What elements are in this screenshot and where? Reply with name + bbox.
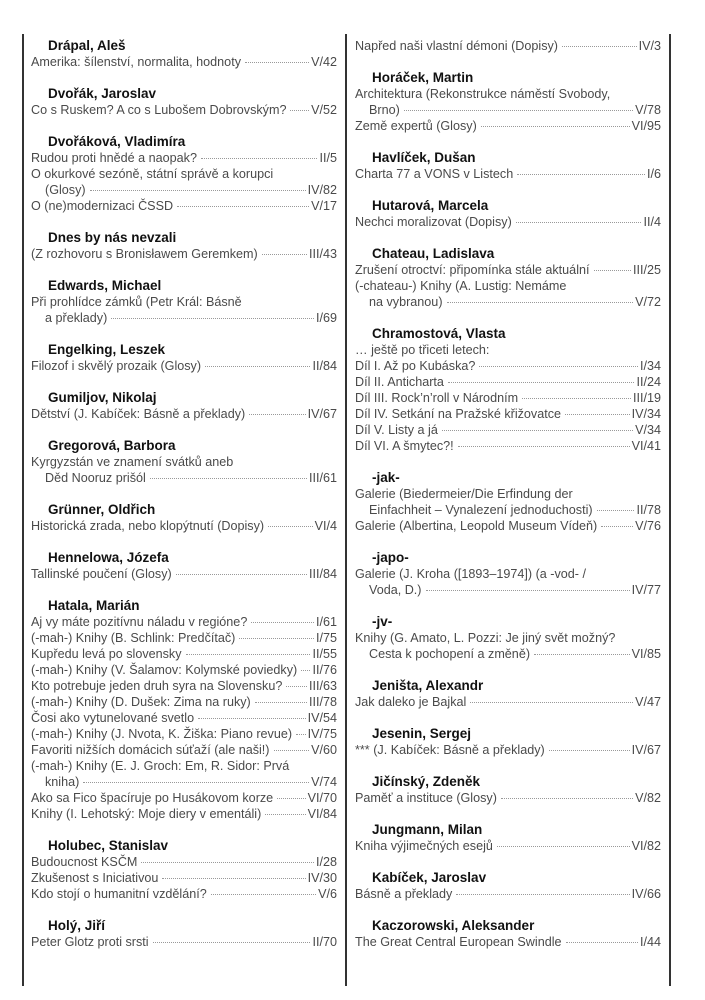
leader-dots (245, 62, 309, 63)
entry-title: *** (J. Kabíček: Básně a překlady) (355, 743, 545, 757)
author-heading: Dnes by nás nevzali (48, 230, 177, 245)
index-entry-line (31, 678, 337, 694)
author-heading: Kabíček, Jaroslav (372, 870, 487, 885)
index-group (31, 342, 337, 374)
page-reference: V/6 (318, 887, 337, 901)
index-group (31, 438, 337, 486)
author-heading: Havlíček, Dušan (372, 150, 476, 165)
leader-dots (111, 318, 314, 319)
index-entry-line (31, 54, 337, 70)
index-entry-line (31, 518, 337, 534)
entry-title: Zkušenost s Iniciativou (31, 871, 159, 885)
index-group (355, 678, 661, 710)
page-reference: V/78 (635, 103, 661, 117)
index-entry-line (355, 118, 661, 134)
index-entry-line (355, 390, 661, 406)
author-heading: Hennelowa, Józefa (48, 550, 169, 565)
index-group (355, 246, 661, 310)
leader-dots (201, 158, 318, 159)
entry-title: Děd Nooruz prišól (45, 471, 146, 485)
entry-title: Rudou proti hnědé a naopak? (31, 151, 197, 165)
page-reference: I/75 (315, 631, 337, 645)
index-entry-line (355, 646, 661, 662)
leader-dots (479, 366, 638, 367)
leader-dots (176, 574, 307, 575)
author-heading: Gregorová, Barbora (48, 438, 176, 453)
entry-title: (-mah-) Knihy (J. Nvota, K. Žiška: Piano revue) (31, 727, 293, 741)
entry-title: Brno) (369, 103, 400, 117)
page-reference: III/84 (308, 567, 337, 581)
page-reference: III/43 (308, 247, 337, 261)
entry-title: Díl II. Anticharta (355, 375, 444, 389)
leader-dots (177, 206, 309, 207)
author-heading: Holubec, Stanislav (48, 838, 169, 853)
index-group (31, 86, 337, 118)
page-reference: IV/3 (638, 39, 661, 53)
page-reference: II/5 (319, 151, 337, 165)
index-entry-line (355, 630, 661, 646)
entry-title: Kto potrebuje jeden druh syra na Slovensku? (31, 679, 283, 693)
index-entry-line (355, 294, 661, 310)
leader-dots (565, 414, 630, 415)
leader-dots (481, 126, 630, 127)
entry-title: Cesta k pochopení a změně) (369, 647, 531, 661)
entry-title: Amerika: šílenství, normalita, hodnoty (31, 55, 241, 69)
entry-title: Zrušení otroctví: připomínka stále aktuální (355, 263, 590, 277)
entry-title: Aj vy máte pozitívnu náladu v regióne? (31, 615, 248, 629)
index-entry-line (355, 502, 661, 518)
author-heading: Kaczorowski, Aleksander (372, 918, 535, 933)
index-entry-line (31, 646, 337, 662)
entry-title: (Glosy) (45, 183, 86, 197)
leader-dots (442, 430, 633, 431)
entry-title: Tallinské poučení (Glosy) (31, 567, 172, 581)
index-entry-line (355, 214, 661, 230)
page-reference: VI/70 (307, 791, 337, 805)
leader-dots (198, 718, 305, 719)
center-column-rule (345, 34, 347, 986)
leader-dots (162, 878, 305, 879)
page-reference: VI/82 (631, 839, 661, 853)
author-heading: Engelking, Leszek (48, 342, 166, 357)
leader-dots (601, 526, 633, 527)
leader-dots (153, 942, 311, 943)
leader-dots (211, 894, 316, 895)
leader-dots (517, 174, 645, 175)
page-reference: I/28 (315, 855, 337, 869)
index-entry-line (355, 262, 661, 278)
leader-dots (262, 254, 307, 255)
page-reference: III/19 (632, 391, 661, 405)
left-column-rule (22, 34, 24, 986)
page-reference: VI/95 (631, 119, 661, 133)
author-heading: -japo- (372, 550, 409, 565)
index-group (31, 38, 337, 70)
index-group (31, 134, 337, 214)
entry-title: Kniha výjimečných esejů (355, 839, 493, 853)
author-heading: Hutarová, Marcela (372, 198, 489, 213)
index-entry-line (31, 182, 337, 198)
entry-title: Básně a překlady (355, 887, 453, 901)
index-entry-line (355, 38, 661, 54)
index-entry-line (31, 742, 337, 758)
entry-title: (-mah-) Knihy (E. J. Groch: Em, R. Sidor: Prvá (31, 759, 290, 773)
entry-title: Architektura (Rekonstrukce náměstí Svobody, (355, 87, 611, 101)
page-reference: IV/75 (307, 727, 337, 741)
index-group (355, 550, 661, 598)
leader-dots (83, 782, 309, 783)
entry-title: (-mah-) Knihy (B. Schlink: Predčítač) (31, 631, 236, 645)
index-entry-line (355, 790, 661, 806)
entry-title: Čosi ako vytunelované svetlo (31, 711, 195, 725)
index-group (355, 70, 661, 134)
index-entry-line (355, 694, 661, 710)
index-entry-line (355, 582, 661, 598)
entry-title: O (ne)modernizaci ČSSD (31, 199, 174, 213)
leader-dots (274, 750, 310, 751)
index-group (355, 470, 661, 534)
leader-dots (301, 670, 310, 671)
page-reference: II/4 (643, 215, 661, 229)
index-group (355, 870, 661, 902)
entry-title: Díl VI. A šmytec?! (355, 439, 454, 453)
index-group (355, 198, 661, 230)
index-group (31, 918, 337, 950)
leader-dots (277, 798, 305, 799)
entry-title: Voda, D.) (369, 583, 422, 597)
page-reference: V/60 (311, 743, 337, 757)
index-entry-line (355, 886, 661, 902)
entry-title: … ještě po třiceti letech: (355, 343, 490, 357)
author-heading: Jesenin, Sergej (372, 726, 472, 741)
page-reference: I/6 (646, 167, 661, 181)
entry-title: Favoriti nižších domácich súťaží (ale naši!) (31, 743, 270, 757)
leader-dots (447, 302, 634, 303)
author-heading: -jv- (372, 614, 393, 629)
index-group (31, 390, 337, 422)
index-entry-line (355, 838, 661, 854)
page-reference: II/84 (312, 359, 337, 373)
entry-title: Charta 77 a VONS v Listech (355, 167, 514, 181)
page-reference: VI/85 (631, 647, 661, 661)
leader-dots (566, 942, 638, 943)
index-group (31, 502, 337, 534)
index-entry-line (31, 662, 337, 678)
page-reference: II/55 (312, 647, 337, 661)
leader-dots (448, 382, 635, 383)
index-entry-line (31, 102, 337, 118)
entry-title: (-chateau-) Knihy (A. Lustig: Nemáme (355, 279, 567, 293)
author-heading: Jeništa, Alexandr (372, 678, 484, 693)
page-reference: III/63 (308, 679, 337, 693)
author-heading: Chramostová, Vlasta (372, 326, 506, 341)
author-heading: Holý, Jiří (48, 918, 106, 933)
entry-title: Díl V. Listy a já (355, 423, 438, 437)
page-reference: I/34 (639, 359, 661, 373)
index-group (355, 774, 661, 806)
index-entry-line (355, 278, 661, 294)
index-entry-line (31, 406, 337, 422)
page-reference: IV/66 (631, 887, 661, 901)
leader-dots (456, 894, 629, 895)
index-group (355, 614, 661, 662)
author-heading: Jungmann, Milan (372, 822, 483, 837)
page-reference: II/70 (312, 935, 337, 949)
page-reference: V/52 (311, 103, 337, 117)
entry-title: The Great Central European Swindle (355, 935, 562, 949)
page-reference: IV/54 (307, 711, 337, 725)
index-entry-line (31, 726, 337, 742)
index-entry-line (31, 294, 337, 310)
page-reference: II/24 (636, 375, 661, 389)
page-reference: V/17 (311, 199, 337, 213)
index-entry-line (355, 166, 661, 182)
index-group (355, 38, 661, 54)
leader-dots (296, 734, 306, 735)
page-reference: V/42 (311, 55, 337, 69)
index-entry-line (31, 614, 337, 630)
entry-title: na vybranou) (369, 295, 443, 309)
index-group (31, 598, 337, 822)
page-reference: III/61 (308, 471, 337, 485)
entry-title: Kupředu levá po slovensky (31, 647, 182, 661)
index-group (31, 230, 337, 262)
author-heading: Hatala, Marián (48, 598, 140, 613)
page-reference: IV/77 (631, 583, 661, 597)
index-entry-line (31, 790, 337, 806)
entry-title: Budoucnost KSČM (31, 855, 138, 869)
entry-title: (-mah-) Knihy (D. Dušek: Zima na ruky) (31, 695, 251, 709)
leader-dots (562, 46, 637, 47)
index-group (31, 550, 337, 582)
leader-dots (286, 686, 307, 687)
index-entry-line (31, 854, 337, 870)
leader-dots (255, 702, 307, 703)
page-reference: I/61 (315, 615, 337, 629)
author-heading: Chateau, Ladislava (372, 246, 495, 261)
index-entry-line (31, 454, 337, 470)
entry-title: a překlady) (45, 311, 108, 325)
author-heading: Gumiljov, Nikolaj (48, 390, 157, 405)
page-reference: II/78 (636, 503, 661, 517)
entry-title: Knihy (G. Amato, L. Pozzi: Je jiný svět možný? (355, 631, 616, 645)
entry-title: Einfachheit – Vynalezení jednoduchosti) (369, 503, 593, 517)
index-entry-line (31, 694, 337, 710)
index-group (355, 822, 661, 854)
index-entry-line (355, 934, 661, 950)
index-entry-line (31, 150, 337, 166)
entry-title: (Z rozhovoru s Bronisławem Geremkem) (31, 247, 258, 261)
leader-dots (205, 366, 310, 367)
author-heading: Edwards, Michael (48, 278, 162, 293)
author-heading: Horáček, Martin (372, 70, 474, 85)
author-heading: -jak- (372, 470, 400, 485)
page-reference: V/34 (635, 423, 661, 437)
leader-dots (516, 222, 642, 223)
leader-dots (90, 190, 306, 191)
page-reference: I/69 (315, 311, 337, 325)
page-reference: VI/4 (314, 519, 337, 533)
author-heading: Jičínský, Zdeněk (372, 774, 481, 789)
author-heading: Dvořák, Jaroslav (48, 86, 157, 101)
leader-dots (470, 702, 633, 703)
leader-dots (458, 446, 630, 447)
index-entry-line (31, 934, 337, 950)
page-reference: III/25 (632, 263, 661, 277)
entry-title: Galerie (Albertina, Leopold Museum Vídeň) (355, 519, 598, 533)
entry-title: Filozof i skvělý prozaik (Glosy) (31, 359, 202, 373)
entry-title: Kyrgyzstán ve znamení svátků aneb (31, 455, 234, 469)
page-reference: IV/67 (631, 743, 661, 757)
index-entry-line (31, 710, 337, 726)
entry-title: Dětství (J. Kabíček: Básně a překlady) (31, 407, 246, 421)
leader-dots (150, 478, 307, 479)
leader-dots (268, 526, 313, 527)
leader-dots (141, 862, 314, 863)
page-reference: V/74 (311, 775, 337, 789)
leader-dots (594, 270, 631, 271)
index-entry-line (355, 374, 661, 390)
page-reference: V/72 (635, 295, 661, 309)
leader-dots (549, 750, 630, 751)
index-entry-line (355, 102, 661, 118)
index-column-right (355, 38, 661, 966)
index-entry-line (355, 422, 661, 438)
leader-dots (265, 814, 305, 815)
index-group (355, 726, 661, 758)
index-entry-line (355, 742, 661, 758)
entry-title: Kdo stojí o humanitní vzdělání? (31, 887, 207, 901)
entry-title: Díl I. Až po Kubáska? (355, 359, 476, 373)
author-heading: Dvořáková, Vladimíra (48, 134, 186, 149)
index-entry-line (355, 486, 661, 502)
index-entry-line (31, 870, 337, 886)
index-entry-line (31, 774, 337, 790)
entry-title: Galerie (Biedermeier/Die Erfindung der (355, 487, 573, 501)
leader-dots (290, 110, 309, 111)
leader-dots (186, 654, 311, 655)
page-reference: V/82 (635, 791, 661, 805)
page-reference: IV/82 (307, 183, 337, 197)
index-entry-line (355, 86, 661, 102)
entry-title: Napřed naši vlastní démoni (Dopisy) (355, 39, 558, 53)
index-group (355, 326, 661, 454)
index-group (31, 838, 337, 902)
entry-title: Peter Glotz proti srsti (31, 935, 149, 949)
index-entry-line (31, 886, 337, 902)
index-entry-line (355, 358, 661, 374)
leader-dots (501, 798, 633, 799)
index-entry-line (31, 470, 337, 486)
index-entry-line (355, 438, 661, 454)
index-entry-line (31, 166, 337, 182)
right-column-rule (669, 34, 671, 986)
index-entry-line (31, 246, 337, 262)
entry-title: Historická zrada, nebo klopýtnutí (Dopisy) (31, 519, 265, 533)
leader-dots (497, 846, 630, 847)
index-group (355, 150, 661, 182)
leader-dots (426, 590, 630, 591)
page-reference: VI/41 (631, 439, 661, 453)
entry-title: Díl IV. Setkání na Pražské křižovatce (355, 407, 562, 421)
author-heading: Grünner, Oldřich (48, 502, 156, 517)
index-entry-line (31, 358, 337, 374)
index-entry-line (31, 758, 337, 774)
leader-dots (597, 510, 635, 511)
page-reference: IV/30 (307, 871, 337, 885)
leader-dots (251, 622, 314, 623)
index-group (31, 278, 337, 326)
index-entry-line (31, 630, 337, 646)
entry-title: Jak daleko je Bajkal (355, 695, 467, 709)
entry-title: Co s Ruskem? A co s Lubošem Dobrovským? (31, 103, 287, 117)
index-entry-line (31, 310, 337, 326)
entry-title: Galerie (J. Kroha ([1893–1974]) (a -vod- / (355, 567, 586, 581)
index-entry-line (355, 342, 661, 358)
leader-dots (534, 654, 630, 655)
page-reference: V/47 (635, 695, 661, 709)
page-reference: V/76 (635, 519, 661, 533)
entry-title: Knihy (I. Lehotský: Moje diery v ementáli) (31, 807, 262, 821)
index-group (355, 918, 661, 950)
entry-title: Paměť a instituce (Glosy) (355, 791, 497, 805)
index-entry-line (355, 566, 661, 582)
author-heading: Drápal, Aleš (48, 38, 126, 53)
entry-title: O okurkové sezóně, státní správě a korupci (31, 167, 274, 181)
leader-dots (522, 398, 631, 399)
entry-title: Země expertů (Glosy) (355, 119, 477, 133)
index-entry-line (31, 198, 337, 214)
index-entry-line (355, 406, 661, 422)
entry-title: Díl III. Rock’n’roll v Národním (355, 391, 519, 405)
index-entry-line (31, 566, 337, 582)
leader-dots (239, 638, 314, 639)
entry-title: Nechci moralizovat (Dopisy) (355, 215, 512, 229)
page-reference: I/44 (639, 935, 661, 949)
page-reference: IV/67 (307, 407, 337, 421)
entry-title: kniha) (45, 775, 80, 789)
leader-dots (404, 110, 633, 111)
page-reference: IV/34 (631, 407, 661, 421)
page-reference: III/78 (308, 695, 337, 709)
entry-title: (-mah-) Knihy (V. Šalamov: Kolymské poviedky) (31, 663, 298, 677)
page-reference: II/76 (312, 663, 337, 677)
leader-dots (249, 414, 305, 415)
entry-title: Při prohlídce zámků (Petr Král: Básně (31, 295, 242, 309)
page-reference: VI/84 (307, 807, 337, 821)
index-entry-line (31, 806, 337, 822)
index-column-left (31, 38, 337, 966)
index-entry-line (355, 518, 661, 534)
entry-title: Ako sa Fico špacíruje po Husákovom korze (31, 791, 274, 805)
